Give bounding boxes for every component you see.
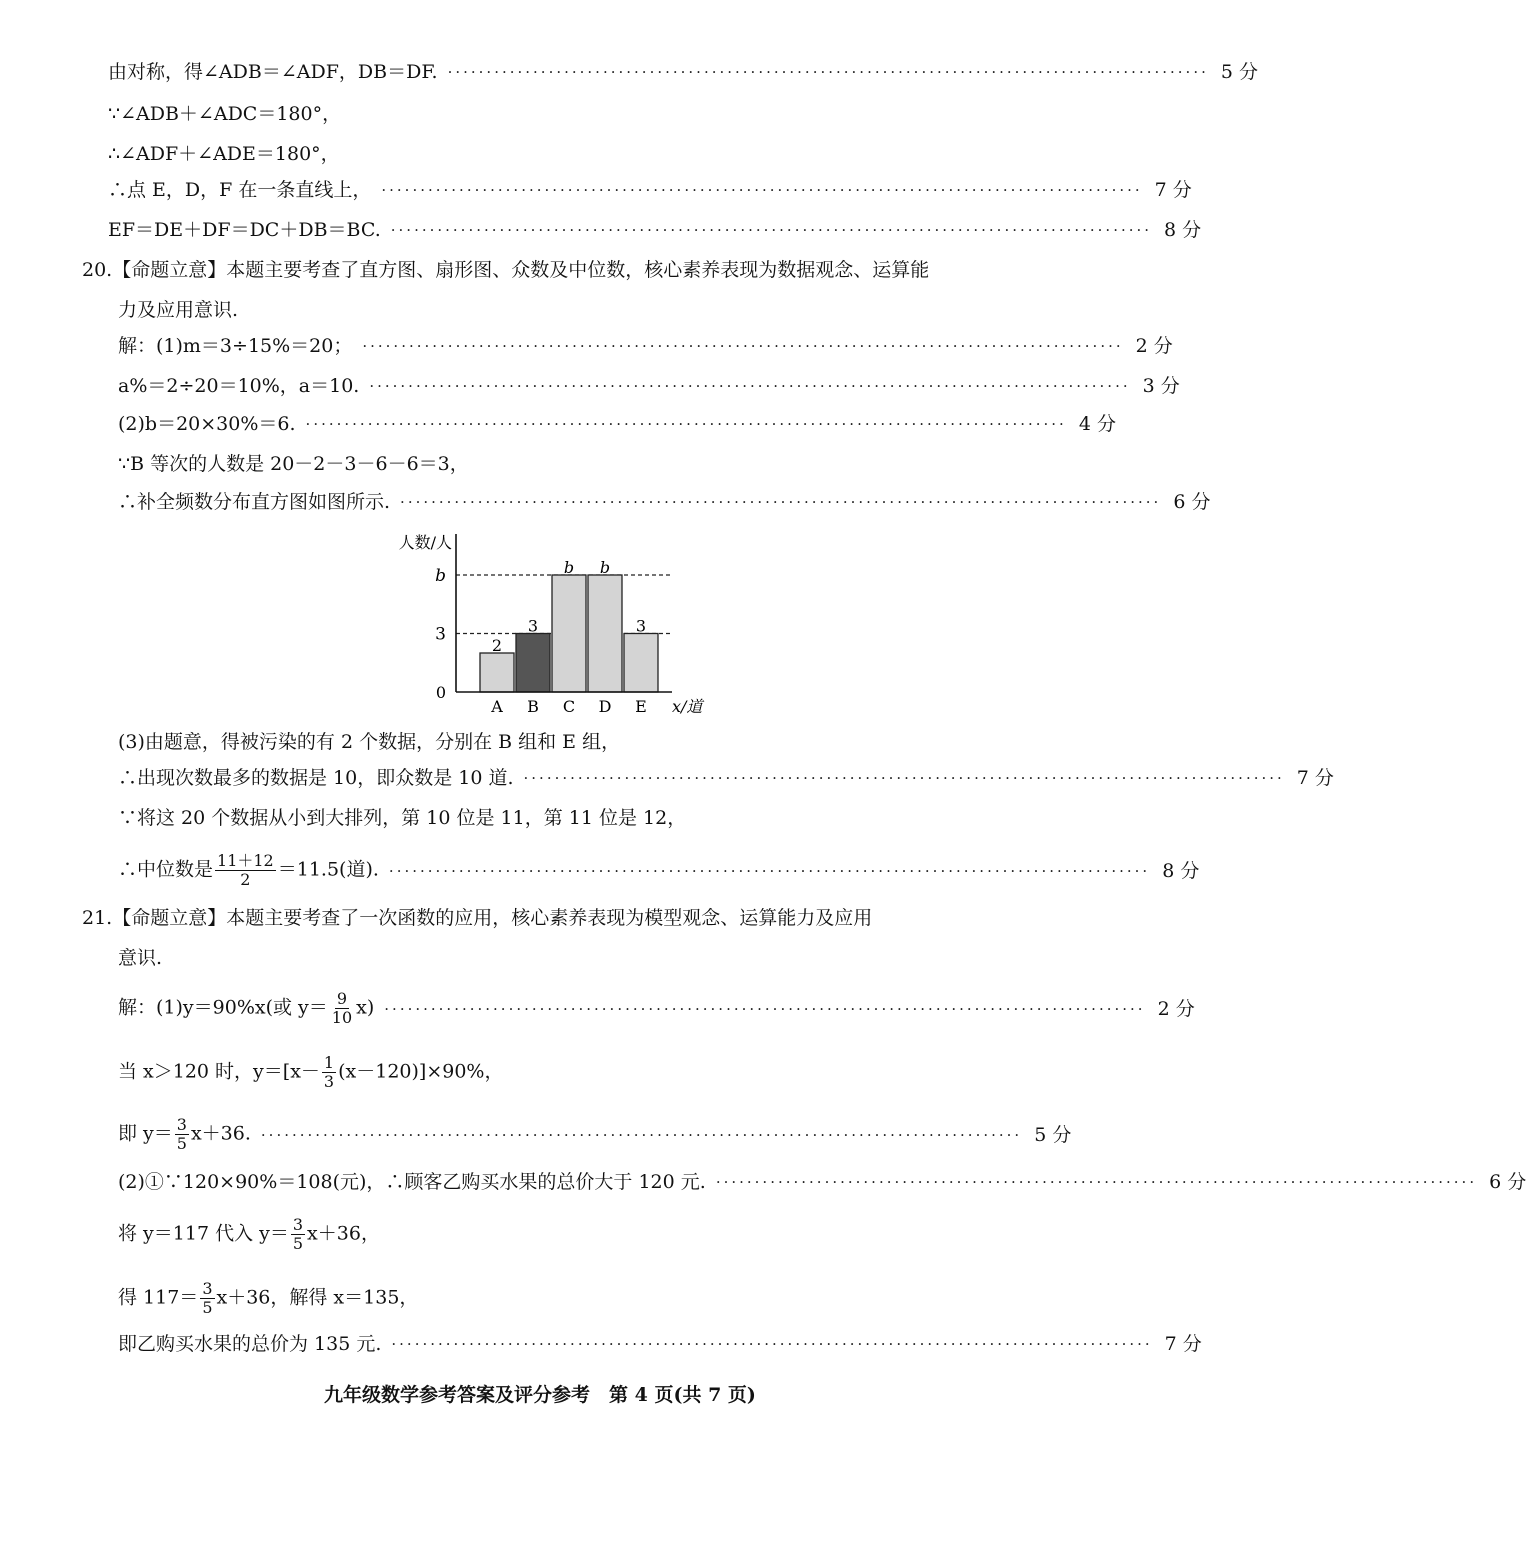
score: 7 分 xyxy=(1164,1333,1202,1355)
leader-dots: ·································································································· xyxy=(390,221,1153,239)
line-y-expression-1: 解：(1)y＝90%x(或 y＝ $\frac{9}{10}$ x) ·································································································· 2 分 xyxy=(118,989,1195,1027)
line-total-price: 即乙购买水果的总价为 135 元. ·································································································· 7 分 xyxy=(118,1330,992,1358)
bar-label: b xyxy=(599,558,611,577)
line-ef-equals-bc: EF＝DE＋DF＝DC＋DB＝BC. ·································································································· 8 分 xyxy=(108,216,992,244)
score: 3 分 xyxy=(1142,375,1180,397)
leader-dots: ·································································································· xyxy=(715,1173,1478,1191)
score: 7 分 xyxy=(1154,179,1192,201)
line-symmetry: 由对称，得∠ADB＝∠ADF，DB＝DF. ·································································································· 5 分 xyxy=(108,58,992,86)
q20-intent-cont: 力及应用意识. xyxy=(118,299,239,321)
leader-dots: ·································································································· xyxy=(400,493,1162,511)
line-y-expression-2: 当 x＞120 时，y＝[x－ $\frac{1}{3}$ (x－120)]×90%， xyxy=(118,1053,504,1091)
line-angle-sum-1: ∵∠ADB＋∠ADC＝180°， xyxy=(108,103,342,125)
frequency-histogram xyxy=(400,528,710,723)
q20-intent: 20.【命题立意】本题主要考查了直方图、扇形图、众数及中位数，核心素养表现为数据观念、运算能 xyxy=(82,259,930,281)
fraction: $\frac{3}{5}$ xyxy=(202,1279,213,1317)
origin-label: 0 xyxy=(435,683,446,702)
category-label: D xyxy=(598,697,612,716)
y-axis-label: 人数/人 xyxy=(398,533,452,552)
bar-E xyxy=(624,634,658,693)
score: 6 分 xyxy=(1489,1171,1526,1193)
bar-label: 3 xyxy=(527,616,539,636)
leader-dots: ·································································································· xyxy=(447,63,1209,81)
line-mode: ∴出现次数最多的数据是 10，即众数是 10 道. ·································································································· 7 分 xyxy=(118,764,992,792)
leader-dots: ·································································································· xyxy=(523,769,1285,787)
fraction: $\frac{11+12}{2}$ xyxy=(217,851,274,889)
bar-label: b xyxy=(563,558,575,577)
y-tick-label: 3 xyxy=(435,624,446,645)
line-a-value: a%＝2÷20＝10%，a＝10. ·································································································· 3 分 xyxy=(118,372,992,400)
leader-dots: ·································································································· xyxy=(305,415,1067,433)
bar-B xyxy=(516,634,550,693)
category-label: A xyxy=(491,697,503,716)
score: 4 分 xyxy=(1078,413,1116,435)
line-collinear: ∴点 E，D，F 在一条直线上， ·································································································· 7 分 xyxy=(108,176,992,204)
category-label: C xyxy=(562,697,576,716)
fraction: $\frac{3}{5}$ xyxy=(292,1215,304,1253)
score: 2 分 xyxy=(1157,997,1195,1020)
leader-dots: ·································································································· xyxy=(391,1335,1153,1353)
leader-dots: ·································································································· xyxy=(384,999,1146,1018)
line-b-value: (2)b＝20×30%＝6. ·································································································· 4 分 xyxy=(118,410,992,438)
leader-dots: ·································································································· xyxy=(362,337,1124,355)
page-footer: 九年级数学参考答案及评分参考 第 4 页(共 7 页) xyxy=(324,1384,756,1406)
line-median: ∴中位数是 $\frac{11+12}{2}$ ＝11.5(道). ·································································································· 8 分 xyxy=(118,851,1200,889)
line-y-simplified: 即 y＝ $\frac{3}{5}$ x＋36. ·································································································· 5 分 xyxy=(118,1115,1072,1153)
line-substitute: 将 y＝117 代入 y＝ $\frac{3}{5}$ x＋36， xyxy=(118,1215,380,1253)
score: 7 分 xyxy=(1296,767,1334,789)
line-complete-histogram: ∴补全频数分布直方图如图所示. ·································································································· 6 分 xyxy=(118,488,992,516)
bar-A xyxy=(480,653,514,692)
score: 5 分 xyxy=(1220,61,1259,83)
fraction: $\frac{9}{10}$ xyxy=(331,989,353,1027)
y-tick-label: b xyxy=(435,566,446,586)
line-angle-sum-2: ∴∠ADF＋∠ADE＝180°， xyxy=(108,143,340,165)
score: 8 分 xyxy=(1162,859,1200,882)
line-sorted-data: ∵将这 20 个数据从小到大排列，第 10 位是 11，第 11 位是 12， xyxy=(118,807,687,829)
score: 5 分 xyxy=(1034,1123,1072,1146)
score: 8 分 xyxy=(1164,219,1202,241)
category-label: B xyxy=(527,697,539,716)
fraction: $\frac{3}{5}$ xyxy=(176,1115,187,1153)
line-customer-b: (2)①∵120×90%＝108(元)，∴顾客乙购买水果的总价大于 120 元. ·································································································· 6 分 xyxy=(118,1168,992,1196)
bar-C xyxy=(552,575,586,692)
x-axis-label: x/道 xyxy=(672,697,703,716)
fraction: $\frac{1}{3}$ xyxy=(323,1053,335,1091)
line-solve-x: 得 117＝ $\frac{3}{5}$ x＋36，解得 x＝135， xyxy=(118,1279,419,1317)
score: 2 分 xyxy=(1135,335,1173,357)
bar-label: 3 xyxy=(635,616,647,636)
bar-D xyxy=(588,575,622,692)
leader-dots: ·································································································· xyxy=(260,1125,1023,1144)
leader-dots: ·································································································· xyxy=(381,181,1143,199)
category-label: E xyxy=(635,697,647,716)
q21-intent-cont: 意识. xyxy=(118,947,163,969)
q21-intent: 21.【命题立意】本题主要考查了一次函数的应用，核心素养表现为模型观念、运算能力及应用 xyxy=(82,907,873,929)
leader-dots: ·································································································· xyxy=(388,861,1151,880)
line-polluted-data: (3)由题意，得被污染的有 2 个数据，分别在 B 组和 E 组， xyxy=(118,731,621,753)
score: 6 分 xyxy=(1173,491,1211,513)
bar-label: 2 xyxy=(491,636,503,655)
line-m-value: 解：(1)m＝3÷15%＝20； ·································································································· 2 分 xyxy=(118,332,992,360)
leader-dots: ·································································································· xyxy=(369,377,1131,395)
line-b-count: ∵B 等次的人数是 20－2－3－6－6＝3， xyxy=(118,453,469,475)
